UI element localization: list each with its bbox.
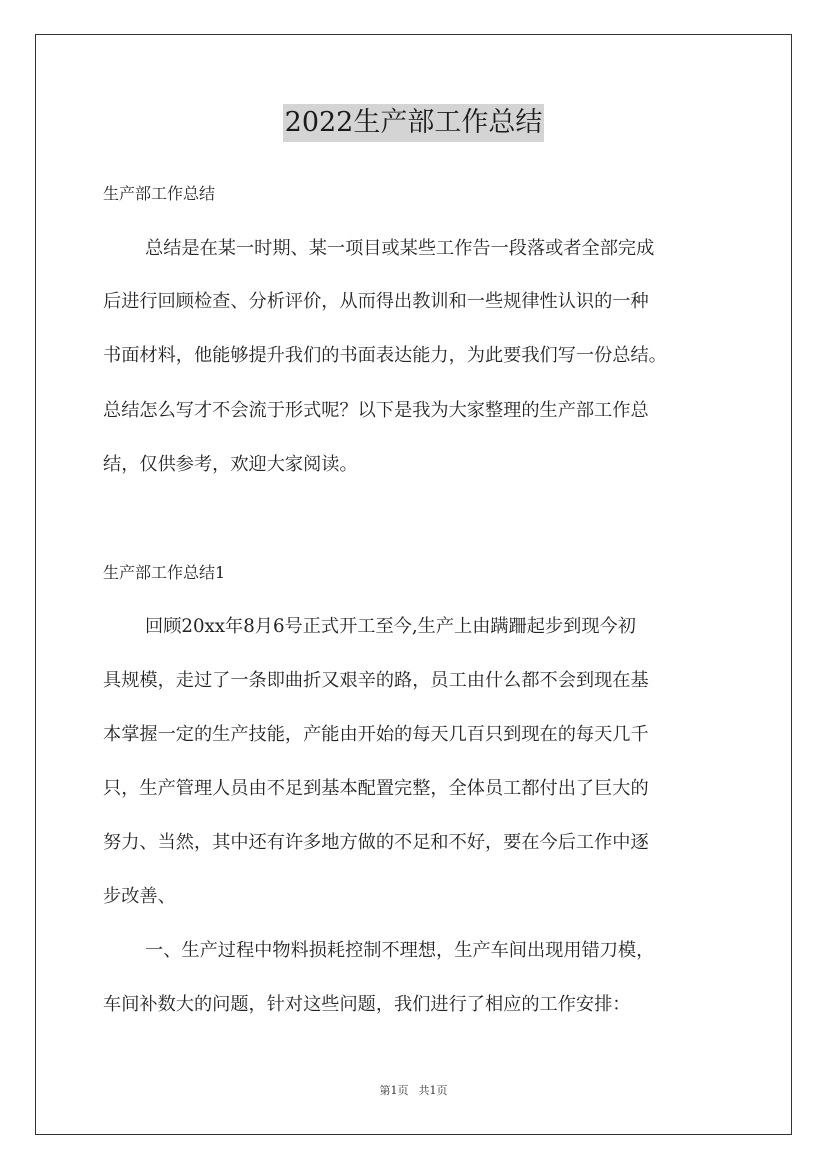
paragraph-line: 一、生产过程中物料损耗控制不理想，生产车间出现用错刀模， xyxy=(145,940,655,961)
page-number: 第1页 xyxy=(379,1084,409,1097)
intro-line: 书面材料，他能够提升我们的书面表达能力，为此要我们写一份总结。 xyxy=(103,345,667,366)
page-footer xyxy=(0,1083,827,1099)
paragraph-line: 本掌握一定的生产技能，产能由开始的每天几百只到现在的每天几千 xyxy=(103,724,649,745)
page-total: 共1页 xyxy=(418,1084,448,1097)
section-heading-1: 生产部工作总结1 xyxy=(103,563,226,582)
intro-line: 结，仅供参考，欢迎大家阅读。 xyxy=(103,454,358,475)
section-heading-intro: 生产部工作总结 xyxy=(103,184,216,203)
intro-line: 总结怎么写才不会流于形式呢？以下是我为大家整理的生产部工作总 xyxy=(103,400,649,421)
document-title: 2022生产部工作总结 xyxy=(283,104,545,142)
paragraph-line: 回顾20xx年8月6号正式开工至今,生产上由蹒跚起步到现今初 xyxy=(145,616,636,637)
paragraph-line: 步改善、 xyxy=(103,886,176,907)
title-container xyxy=(0,104,827,142)
intro-line: 后进行回顾检查、分析评价，从而得出教训和一些规律性认识的一种 xyxy=(103,291,649,312)
paragraph-line: 努力、当然，其中还有许多地方做的不足和不好，要在今后工作中逐 xyxy=(103,832,649,853)
paragraph-line: 只，生产管理人员由不足到基本配置完整，全体员工都付出了巨大的 xyxy=(103,778,649,799)
paragraph-line: 具规模，走过了一条即曲折又艰辛的路，员工由什么都不会到现在基 xyxy=(103,670,649,691)
intro-line: 总结是在某一时期、某一项目或某些工作告一段落或者全部完成 xyxy=(145,238,655,259)
paragraph-line: 车间补数大的问题，针对这些问题，我们进行了相应的工作安排： xyxy=(103,994,631,1015)
